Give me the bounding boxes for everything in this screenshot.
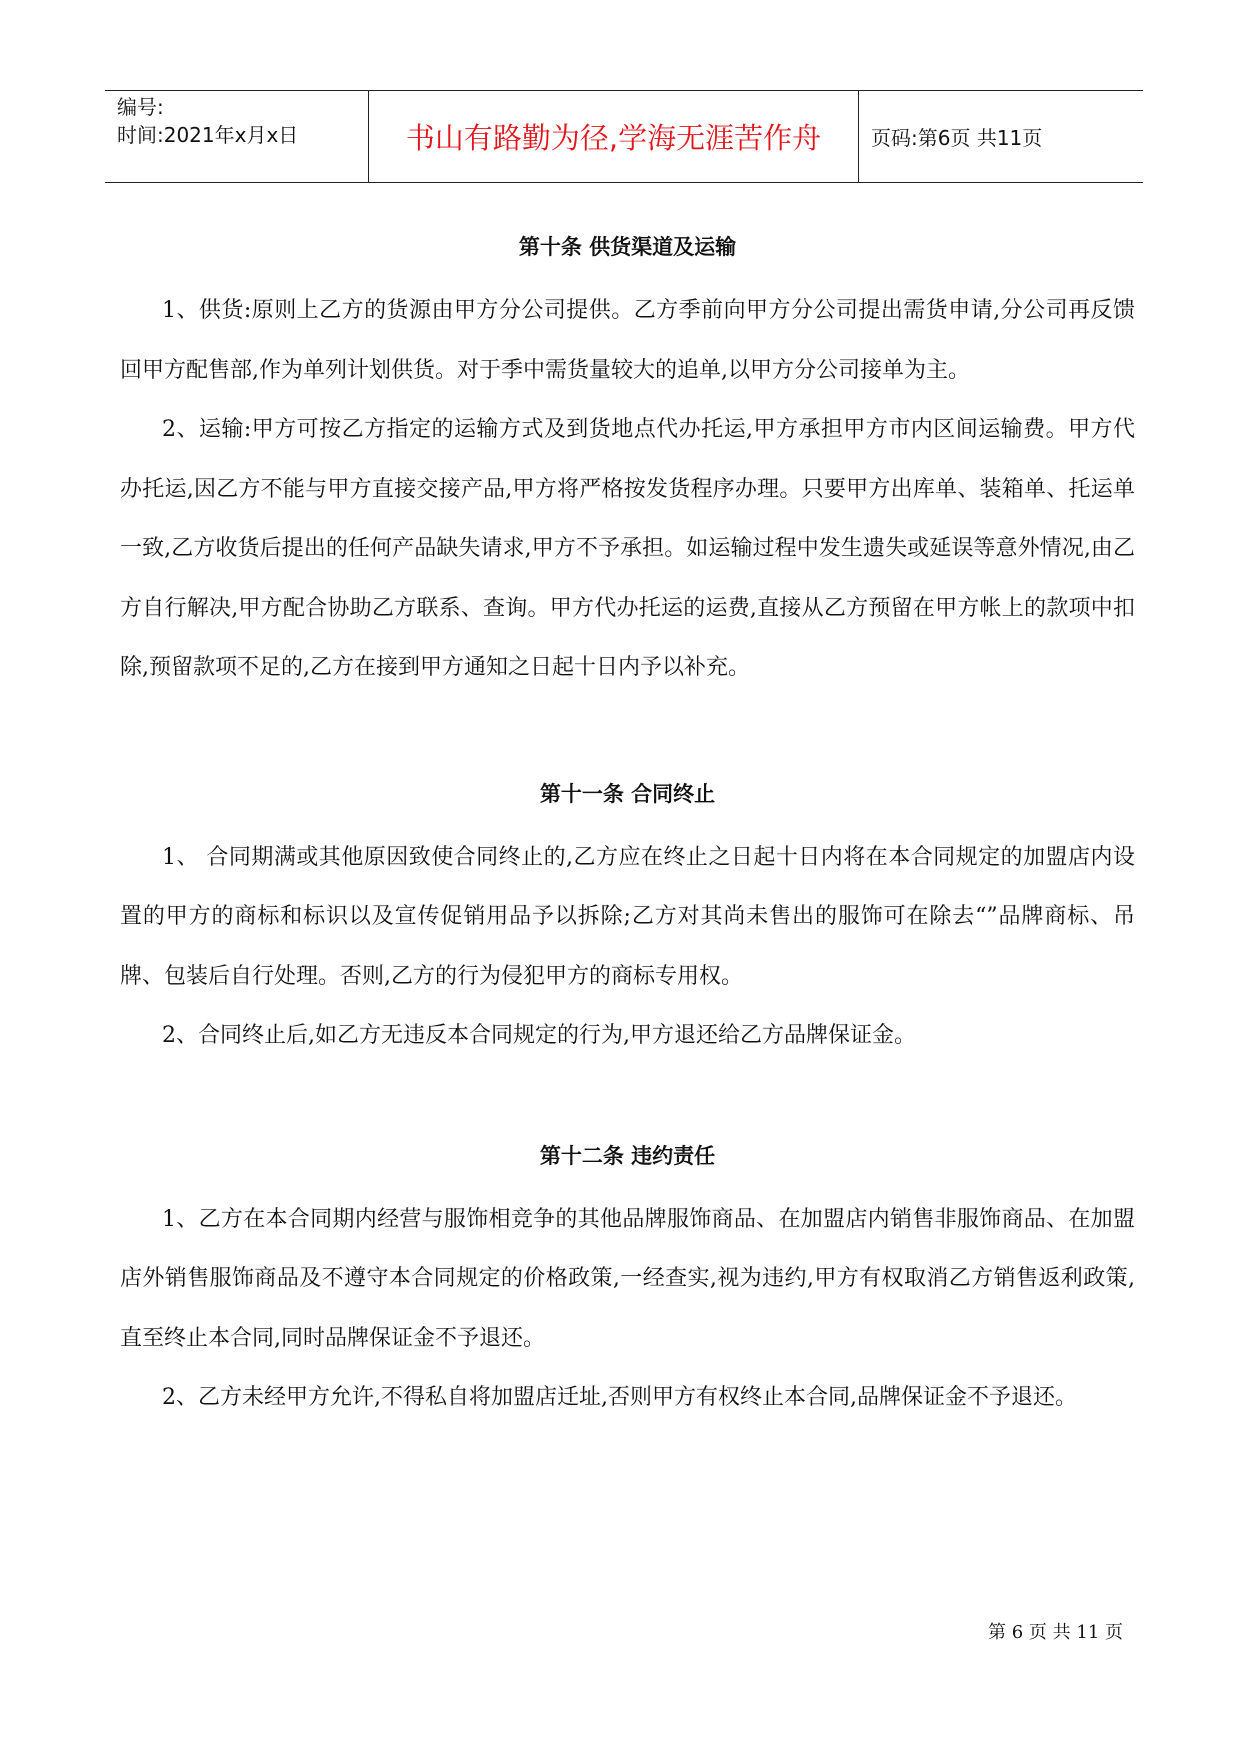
page-footer: 第 6 页 共 11 页 [988, 1622, 1123, 1643]
section-paragraph: 1、供货:原则上乙方的货源由甲方分公司提供。乙方季前向甲方分公司提出需货申请,分公司再反馈回甲方配售部,作为单列计划供货。对于季中需货量较大的追单,以甲方分公司接单为主。 [120, 298, 1135, 383]
header-motto: 书山有路勤为径,学海无涯苦作舟 [369, 91, 859, 182]
section-paragraph: 1、乙方在本合同期内经营与服饰相竞争的其他品牌服饰商品、在加盟店内销售非服饰商品、在加盟店外销售服饰商品及不遵守本合同规定的价格政策,一经查实,视为违约,甲方有权取消乙方销售返利政策,直至终止本合同,同时品牌保证金不予退还。 [120, 1206, 1135, 1351]
document-number-label: 编号: [117, 95, 164, 119]
section-11 [120, 769, 1135, 1066]
section-paragraph: 1、 合同期满或其他原因致使合同终止的,乙方应在终止之日起十日内将在本合同规定的加盟店内设置的甲方的商标和标识以及宣传促销用品予以拆除;乙方对其尚未售出的服饰可在除去“”品牌商标、吊牌、包装后自行处理。否则,乙方的行为侵犯甲方的商标专用权。 [120, 844, 1135, 989]
section-paragraph: 2、运输:甲方可按乙方指定的运输方式及到货地点代办托运,甲方承担甲方市内区间运输费。甲方代办托运,因乙方不能与甲方直接交接产品,甲方将严格按发货程序办理。只要甲方出库单、装箱单、托运单一致,乙方收货后提出的任何产品缺失请求,甲方不予承担。如运输过程中发生遗失或延误等意外情况,由乙方自行解决,甲方配合协助乙方联系、查询。甲方代办托运的运费,直接从乙方预留在甲方帐上的款项中扣除,预留款项不足的,乙方在接到甲方通知之日起十日内予以补充。 [120, 417, 1135, 680]
section-title: 第十条 供货渠道及运输 [518, 235, 737, 259]
section-spacer [120, 698, 1135, 769]
section-title: 第十一条 合同终止 [539, 781, 716, 806]
document-time-label: 时间:2021年x月x日 [117, 123, 299, 147]
section-paragraph: 2、合同终止后,如乙方无违反本合同规定的行为,甲方退还给乙方品牌保证金。 [162, 1023, 916, 1048]
section-title: 第十二条 违约责任 [539, 1143, 716, 1168]
section-12 [120, 1131, 1135, 1428]
section-10 [120, 222, 1135, 698]
section-spacer [120, 1066, 1135, 1131]
page-header [105, 90, 1143, 183]
section-paragraph: 2、乙方未经甲方允许,不得私自将加盟店迁址,否则甲方有权终止本合同,品牌保证金不予退还。 [162, 1385, 1077, 1410]
header-page-info: 页码:第6页 共11页 [871, 126, 1043, 150]
header-meta [105, 91, 369, 182]
document-body [120, 222, 1135, 1428]
